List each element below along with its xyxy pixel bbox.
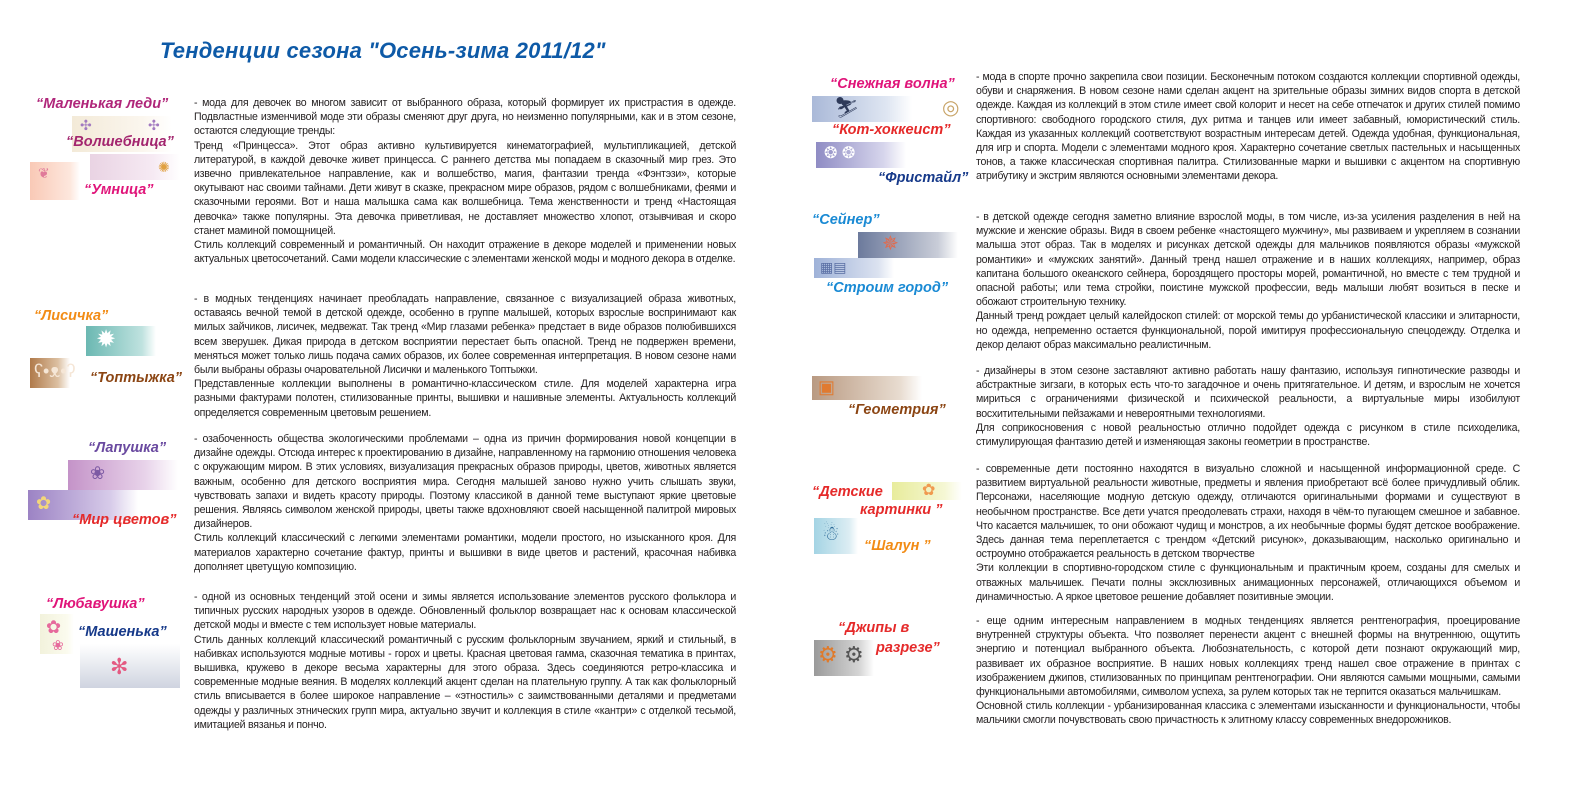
collection-label: “Топтыжка”	[90, 370, 183, 386]
collection-label: “Геометрия”	[848, 402, 946, 418]
paragraph: Основной стиль коллекции - урбанизированная классика с элементами изысканности и функциональности, чтобы мальчики смогли почувствовать свою причастность к элитному классу современных внедорожников.	[976, 700, 1520, 727]
fairy-girl-collage-icon	[30, 96, 195, 206]
trend-description	[976, 462, 1520, 604]
flower-icon: ✿	[46, 617, 62, 637]
collection-label: “Лисичка”	[34, 308, 109, 324]
paragraph: - современные дети постоянно находятся в визуально сложной и насыщенной информационной среде. С развитием виртуальной реальности животные, предметы и явления приобретают всё более причудливый облик. Персонажи, населяющие модную детскую одежду, отличаются оригинальными формами и существуют в необычном пространстве. Все дети учатся преодолевать страхи, находя в чём-то пугающем смешное и забавное. Что касается мальчишек, то они обожают чудищ и монстров, а их необычные формы будят детское воображение. Здесь данная тема переплетается с трендом «Детский рисунок», доказывающим, насколько оригинально и остроумно отображается реальность в детском творчестве	[976, 463, 1520, 561]
collection-label: “Лапушка”	[88, 440, 167, 456]
gear-icon: ⚙	[818, 642, 838, 667]
paragraph: - в модных тенденциях начинает преобладать направление, связанное с визуализацией образа животных, оставаясь вечной темой в детской одежде, особенно в группе малышей, которых взрослые воспринимают как милых зайчиков, лисичек, медвежат. Так тренд «Мир глазами ребенка» предстает в виде образов полюбившихся всем зверушек. Дикая природа в детском восприятии перестает быть опасной. Тренд не подвержен времени, меняться может только лишь подача самих образов, их более современная интерпретация. В новом сезоне нами были выбраны образы очаровательной Лисички и маленького Топтыжки.	[194, 293, 736, 377]
compass-icon: ✵	[882, 233, 899, 255]
paragraph: - одной из основных тенденций этой осени и зимы является использование элементов русского фольклора и типичных русских народных узоров в одежде. Обновленный фольклор возвращает нас к основам классической детской моды и вместе с тем использует новые материалы.	[194, 591, 736, 632]
collection-label: “Кот-хоккеист”	[832, 122, 951, 138]
snowflake-flower-icon: ✻	[110, 654, 129, 679]
collection-label: “Маленькая леди”	[36, 96, 169, 112]
apple-icon: ❦	[38, 165, 50, 181]
page-title: Тенденции сезона "Осень-зима 2011/12"	[160, 38, 606, 63]
collection-label: “Детские	[812, 484, 883, 500]
collection-label: “Волшебница”	[66, 134, 174, 150]
trend-description	[976, 210, 1520, 352]
paragraph: - озабоченность общества экологическими проблемами – одна из причин формирования новой концепции в дизайне одежды. Отсюда интерес к проектированию в дизайне, направленному на гармонию отношения человека с окружающим миром. В этих условиях, визуализация прекрасных образов природы, цветов, животных является важным, особенно для детского восприятия мира. Сегодня малышей заново нужно учить слышать звуки, чувствовать запахи и видеть красоту природы. Поэтому классикой в данной теме выступают яркие цветовые решения. Являясь символом женской природы, цветы также вдохновляют своей насыщенной палитрой мировых дизайнеров.	[194, 433, 736, 531]
collection-label: “Умница”	[84, 182, 154, 198]
paragraph: - в детской одежде сегодня заметно влияние взрослой моды, в том числе, из-за усиления разделения в ней на мужские и женские образы. Видя в своем ребенке «настоящего мужчину», мы развиваем и укрепляем в сознании малыша этот образ. Так в моделях и рисунках детской одежды для мальчиков появляются образы «мужской романтики» и «мужских занятий». Данный тренд нашел отражение и в наших коллекциях, например, образ капитана большого океанского сейнера, бороздящего просторы морей, романтичной, но вместе с тем трудной и опасной работы; или тема стройки, поистине мужской профессии, ведь малыши любят возиться в песке и обожают строительную технику.	[976, 211, 1520, 309]
wheel-icon: ⚙	[844, 642, 864, 667]
paragraph: - мода в спорте прочно закрепила свои позиции. Бесконечным потоком создаются коллекции спортивной одежды, обуви и снаряжения. В новом сезоне нами сделан акцент на зрительные образы зимних видов спорта в детской одежде. Каждая из коллекций в этом стиле имеет свой колорит и несет на себе отпечаток и других стилей помимо спортивного: свободного городского стиля, дух ритма и танцев или имеет забавный, юмористический стиль. Каждая из указанных коллекций соответствуют возрастным интересам детей. Одежда удобная, функциональная, для игр и спорта. Модели с элементами модного кроя. Характерно сочетание светлых пастельных и насыщенных тонов, а также классическая спортивная палитра. Стилизованные марки и вышивки с акцентом на спортивную атрибутику и экстрим являются основными элементами декора.	[976, 71, 1520, 183]
flower-icon: ✿	[36, 493, 52, 513]
trend-description	[976, 364, 1520, 449]
butterfly-flowers-icon	[28, 440, 193, 530]
collection-label: “Мир цветов”	[72, 512, 177, 528]
collection-label: “Строим город”	[826, 280, 949, 296]
paragraph: Данный тренд рождает целый калейдоскоп стилей: от морской темы до урбанистической классики и элитарности, но одежда, непременно остается функциональной, порой имитируя профессиональную спецодежду. Отделка и декор делают образ максимально реалистичным.	[976, 310, 1520, 351]
paragraph: Эти коллекции в спортивно-городском стиле с функциональным и практичным кроем, созданы для смелых и отважных мальчишек. Печати полны эксклюзивных анимационных персонажей, отличающихся объемом и динамичностью. А яркое цветовое решение добавляет позитивные эмоции.	[976, 562, 1520, 603]
paragraph: Представленные коллекции выполнены в романтично-классическом стиле. Для моделей характерна игра разными фактурами полотен, стилизованные принты, вышивки и нашивные элементы. Актуальность коллекций определяется современным цветовым решением.	[194, 378, 736, 419]
winter-sports-icon	[812, 76, 977, 188]
geometric-pattern-icon	[812, 376, 977, 424]
jeep-wheels-xray-icon	[812, 620, 977, 678]
monster-icon: ☃	[822, 523, 840, 545]
collection-label: разрезе”	[876, 640, 940, 656]
trend-description	[194, 96, 736, 266]
collection-label: “Сейнер”	[812, 212, 880, 228]
collection-label: картинки ”	[860, 502, 943, 518]
paragraph: - мода для девочек во многом зависит от выбранного образа, который формирует их пристрастия в одежде. Подвластные изменчивой моде эти образы сменяют друг друга, но неизменно популярными, как и в этом сезоне, остаются следующие тренды:	[194, 97, 736, 138]
sun-icon: ✺	[158, 159, 170, 175]
collection-label: “Любавушка”	[46, 596, 145, 612]
trend-description	[976, 614, 1520, 728]
collection-label: “Машенька”	[78, 624, 167, 640]
trend-description	[194, 292, 736, 420]
flower-icon: ❀	[52, 637, 64, 653]
paragraph: Для соприкосновения с новой реальностью отлично подойдет одежда с рисунком в стиле психоделика, стимулирующая фантазию детей и изменяющая законы геометрии в пространстве.	[976, 421, 1520, 449]
trend-description	[194, 432, 736, 574]
dragonfly-icon: ✣	[80, 117, 92, 133]
collection-label: “Джипы в	[838, 620, 910, 636]
dragonfly-icon: ✣	[148, 117, 160, 133]
trend-description	[976, 70, 1520, 184]
collection-label: “Шалун ”	[864, 538, 931, 554]
snowboarder-icon: ⛷	[834, 97, 860, 119]
paragraph: Стиль коллекций классический с легкими элементами романтики, модели простого, но изысканного кроя. Для материалов характерно сочетание фактур, принты и вышивки в виде цветов и растений, красочная набивка дополняет цветущую композицию.	[194, 532, 736, 573]
butterfly-icon: ❀	[90, 463, 106, 483]
flower-icon: ✿	[922, 482, 936, 499]
paragraph: Стиль данных коллекций классический романтичный с русским фольклорным звучанием, яркий и стильный, в набивках используются модные мотивы - горох и цветы. Красная цветовая гамма, сказочная тематика в принтах, вышивка, кружево в декоре весьма характерны для этого образа. Здесь соединяются ретро-классика и современные модные веяния. В моделях коллекций акцент сделан на плательную группу. А так как фольклорный стиль вписывается в более широкое направление – «этностиль» с заимствованными деталями и предметами одежды у различных этнических групп мира, актуально звучит и коллекция в стиле «кантри» с отделкой тесьмой, имитацией вязанья и пончо.	[194, 633, 736, 731]
teddy-bear-ornament-icon	[30, 308, 195, 390]
compass-city-map-icon	[812, 212, 977, 300]
paragraph: Тренд «Принцесса». Этот образ активно культивируется кинематографией, мультипликацией, детской литературой, в каждой девочке живет принцесса. С раннего детства мы попадаем в сказочный мир грез. Это извечно привлекательное направление, как и волшебство, магия, фантазии тренда «Фэнтэзи», которые окутывают нас своими тайнами. Дети живут в сказке, прекрасном мире образов, рядом с волшебниками, феями и сказочными героями. Вот и наша малышка сама как волшебница. Тема женственности и тренд «Настоящая девочка» также популярны. Эта девочка приветливая, не доставляет множество хлопот, отзывчивая и скоро станет маминой помощницей.	[194, 139, 736, 237]
paragraph: - дизайнеры в этом сезоне заставляют активно работать нашу фантазию, используя гипнотические разводы и абстрактные зигзаги, в которых есть что-то загадочное и очень притягательное. И детям, и взрослым не хочется мириться с ограничениями физической и психической реальности, а виртуальные миры изобилуют восхитительными пейзажами и невероятными технологиями.	[976, 365, 1520, 420]
medal-icon: ◎	[942, 97, 960, 119]
city-map-icon: ▦▤	[820, 259, 847, 275]
collection-label: “Фристайл”	[878, 170, 969, 186]
collection-label: “Снежная волна”	[830, 76, 955, 92]
folk-flowers-icon	[40, 596, 205, 701]
square-pattern-icon: ▣	[818, 377, 836, 397]
teddy-bear-icon: ʕ•ᴥ•ʔ	[34, 361, 76, 381]
trend-description	[194, 590, 736, 732]
paragraph: - еще одним интересным направлением в модных тенденциях является рентгенография, проецирование внутренней структуры объекта. Что позволяет перенести акцент с внешней формы на внутреннюю, ощутить энергию и потенциал выбранного объекта. Любознательность, с которой дети познают окружающий мир, развивает их образное восприятие. В наших новых коллекциях тренд нашел свое отражение в принтах с изображением джипов, стилизованных по принципам рентгенографии. Они являются самыми мощными, самыми функциональными автомобилями, символом успеха, за рулем которых так не терпится оказаться мальчишкам.	[976, 615, 1520, 699]
ornament-star-icon: ✹	[96, 326, 117, 353]
swirl-icon: ❂ ❂	[824, 145, 856, 162]
paragraph: Стиль коллекций современный и романтичный. Он находит отражение в декоре моделей и применении новых актуальных цветосочетаний. Сами модели классические с элементами женской моды и модного декора в отделке.	[194, 239, 736, 266]
kids-drawing-monster-icon	[812, 482, 977, 556]
